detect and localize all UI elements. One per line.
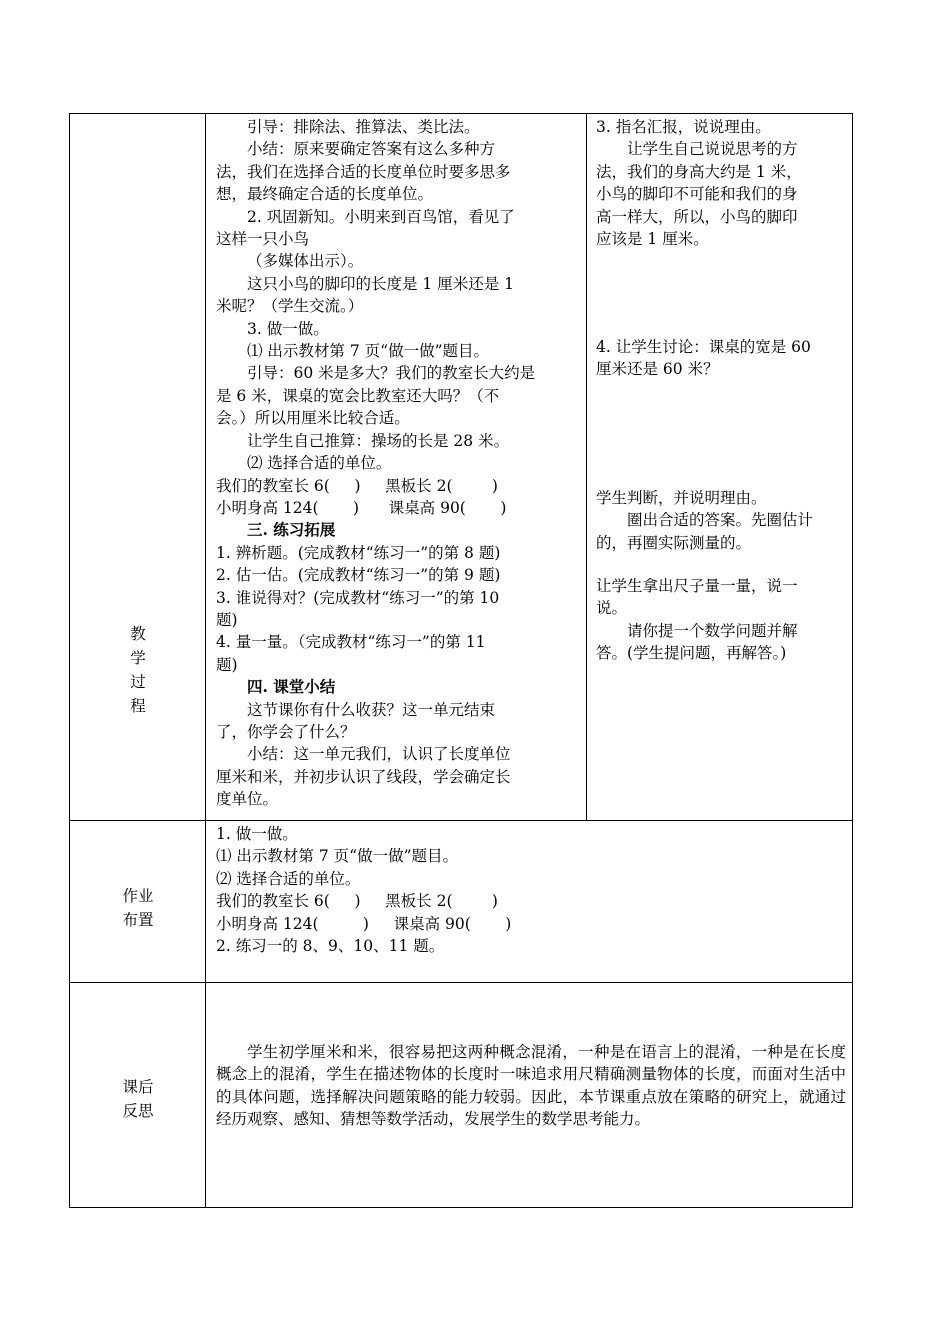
text-line: 法，我们的身高大约是 1 米，	[596, 162, 802, 181]
text-line: 学生判断，并说明理由。	[596, 489, 767, 507]
column-divider-side	[586, 114, 587, 820]
text-line: 3. 谁说得对？(完成教材“练习一”的第 10	[216, 588, 500, 607]
section-heading: 三. 练习拓展	[247, 520, 336, 540]
row-divider-reflection	[70, 982, 852, 983]
text-line: 2. 巩固新知。小明来到百鸟馆，看见了	[247, 207, 515, 226]
text-line: 让学生拿出尺子量一量，说一	[596, 577, 798, 595]
text-line: 了，你学会了什么？	[216, 722, 356, 741]
text-line: 厘米和米，并初步认识了线段，学会确定长	[216, 767, 511, 786]
text-line: 的，再圈实际测量的。	[596, 533, 752, 552]
process-side-block-2	[596, 336, 846, 381]
text-line: 4. 量一量。（完成教材“练习一”的第 11	[216, 633, 486, 652]
text-line: 2. 练习一的 8、9、10、11 题。	[216, 937, 445, 956]
text-line: 引导：60 米是多大？我们的教室长大约是	[247, 364, 536, 383]
text-line: 2. 估一估。(完成教材“练习一”的第 9 题)	[216, 566, 501, 585]
text-line: 是 6 米，课桌的宽会比教室还大吗？（不	[216, 386, 500, 405]
text-line: 法，我们在选择合适的长度单位时要多思多	[216, 162, 511, 181]
text-line: 会。）所以用厘米比较合适。	[216, 409, 410, 428]
text-line: ⑴ 出示教材第 7 页“做一做”题目。	[216, 847, 458, 866]
text-line: 我们的教室长 6( ) 黑板长 2( )	[216, 892, 498, 911]
text-line: 让学生自己说说思考的方	[627, 140, 798, 159]
row-label-reflection: 课后 反思	[122, 1078, 154, 1120]
process-side-block-1	[596, 116, 846, 250]
text-line: 题)	[216, 610, 238, 629]
text-line: 让学生自己推算：操场的长是 28 米。	[247, 431, 510, 450]
row-label-homework: 作业 布置	[122, 887, 154, 929]
row-label-process: 教 学 过 程	[130, 625, 146, 715]
homework-text	[216, 823, 836, 957]
text-line: 3. 指名汇报，说说理由。	[596, 118, 771, 136]
text-line: 应该是 1 厘米。	[596, 230, 709, 249]
row-divider-homework	[70, 820, 852, 821]
text-line: ⑵ 选择合适的单位。	[216, 869, 361, 888]
text-line: 这样一只小鸟	[216, 230, 310, 249]
text-line: 度单位。	[216, 790, 279, 809]
text-line: 这只小鸟的脚印的长度是 1 厘米还是 1	[247, 274, 515, 293]
text-line: 1. 辨析题。(完成教材“练习一”的第 8 题)	[216, 543, 501, 562]
text-line: 想，最终确定合适的长度单位。	[216, 185, 434, 204]
text-line: 米呢？（学生交流。）	[216, 297, 364, 316]
text-line: 圈出合适的答案。先圈估计	[627, 511, 814, 530]
process-main-text	[216, 116, 578, 811]
text-line: 请你提一个数学问题并解	[627, 622, 798, 640]
text-line: 我们的教室长 6( ) 黑板长 2( )	[216, 476, 498, 495]
text-line: 3. 做一做。	[247, 319, 329, 338]
section-heading: 四. 课堂小结	[247, 677, 336, 697]
text-line: 高一样大，所以，小鸟的脚印	[596, 207, 798, 226]
lesson-table	[69, 113, 853, 1208]
text-line: 小明身高 124( ) 课桌高 90( )	[216, 498, 507, 517]
process-side-block-3	[596, 487, 846, 554]
reflection-text: 学生初学厘米和米，很容易把这两种概念混淆，一种是在语言上的混淆，一种是在长度概念上的混淆，学生在描述物体的长度时一味追求用尺精确测量物体的长度，而面对生活中的具体问题，选择解决问题策略的能力较弱。因此，本节课重点放在策略的研究上，就通过经历观察、感知、猜想等数学活动，发展学生的数学思考能力。	[216, 1043, 846, 1129]
text-line: 1. 做一做。	[216, 825, 298, 843]
text-line: 小结：这一单元我们，认识了长度单位	[247, 745, 511, 764]
text-line: （多媒体出示）。	[247, 252, 364, 271]
process-side-block-4	[596, 575, 846, 620]
text-line: 答。(学生提问题，再解答。)	[596, 644, 787, 663]
text-line: ⑴ 出示教材第 7 页“做一做”题目。	[247, 342, 489, 361]
text-line: 厘米还是 60 米？	[596, 360, 719, 379]
process-side-block-5	[596, 620, 846, 665]
text-line: 小结：原来要确定答案有这么多种方	[247, 140, 496, 159]
text-line: 这节课你有什么收获？这一单元结束	[247, 700, 496, 719]
text-line: 说。	[596, 599, 628, 618]
text-line: 小明身高 124( ) 课桌高 90( )	[216, 914, 512, 933]
text-line: 4. 让学生讨论：课桌的宽是 60	[596, 338, 811, 356]
text-line: 题)	[216, 655, 238, 674]
text-line: 引导：排除法、推算法、类比法。	[247, 118, 480, 136]
text-line: 小鸟的脚印不可能和我们的身	[596, 185, 798, 204]
text-line: ⑵ 选择合适的单位。	[247, 454, 392, 473]
